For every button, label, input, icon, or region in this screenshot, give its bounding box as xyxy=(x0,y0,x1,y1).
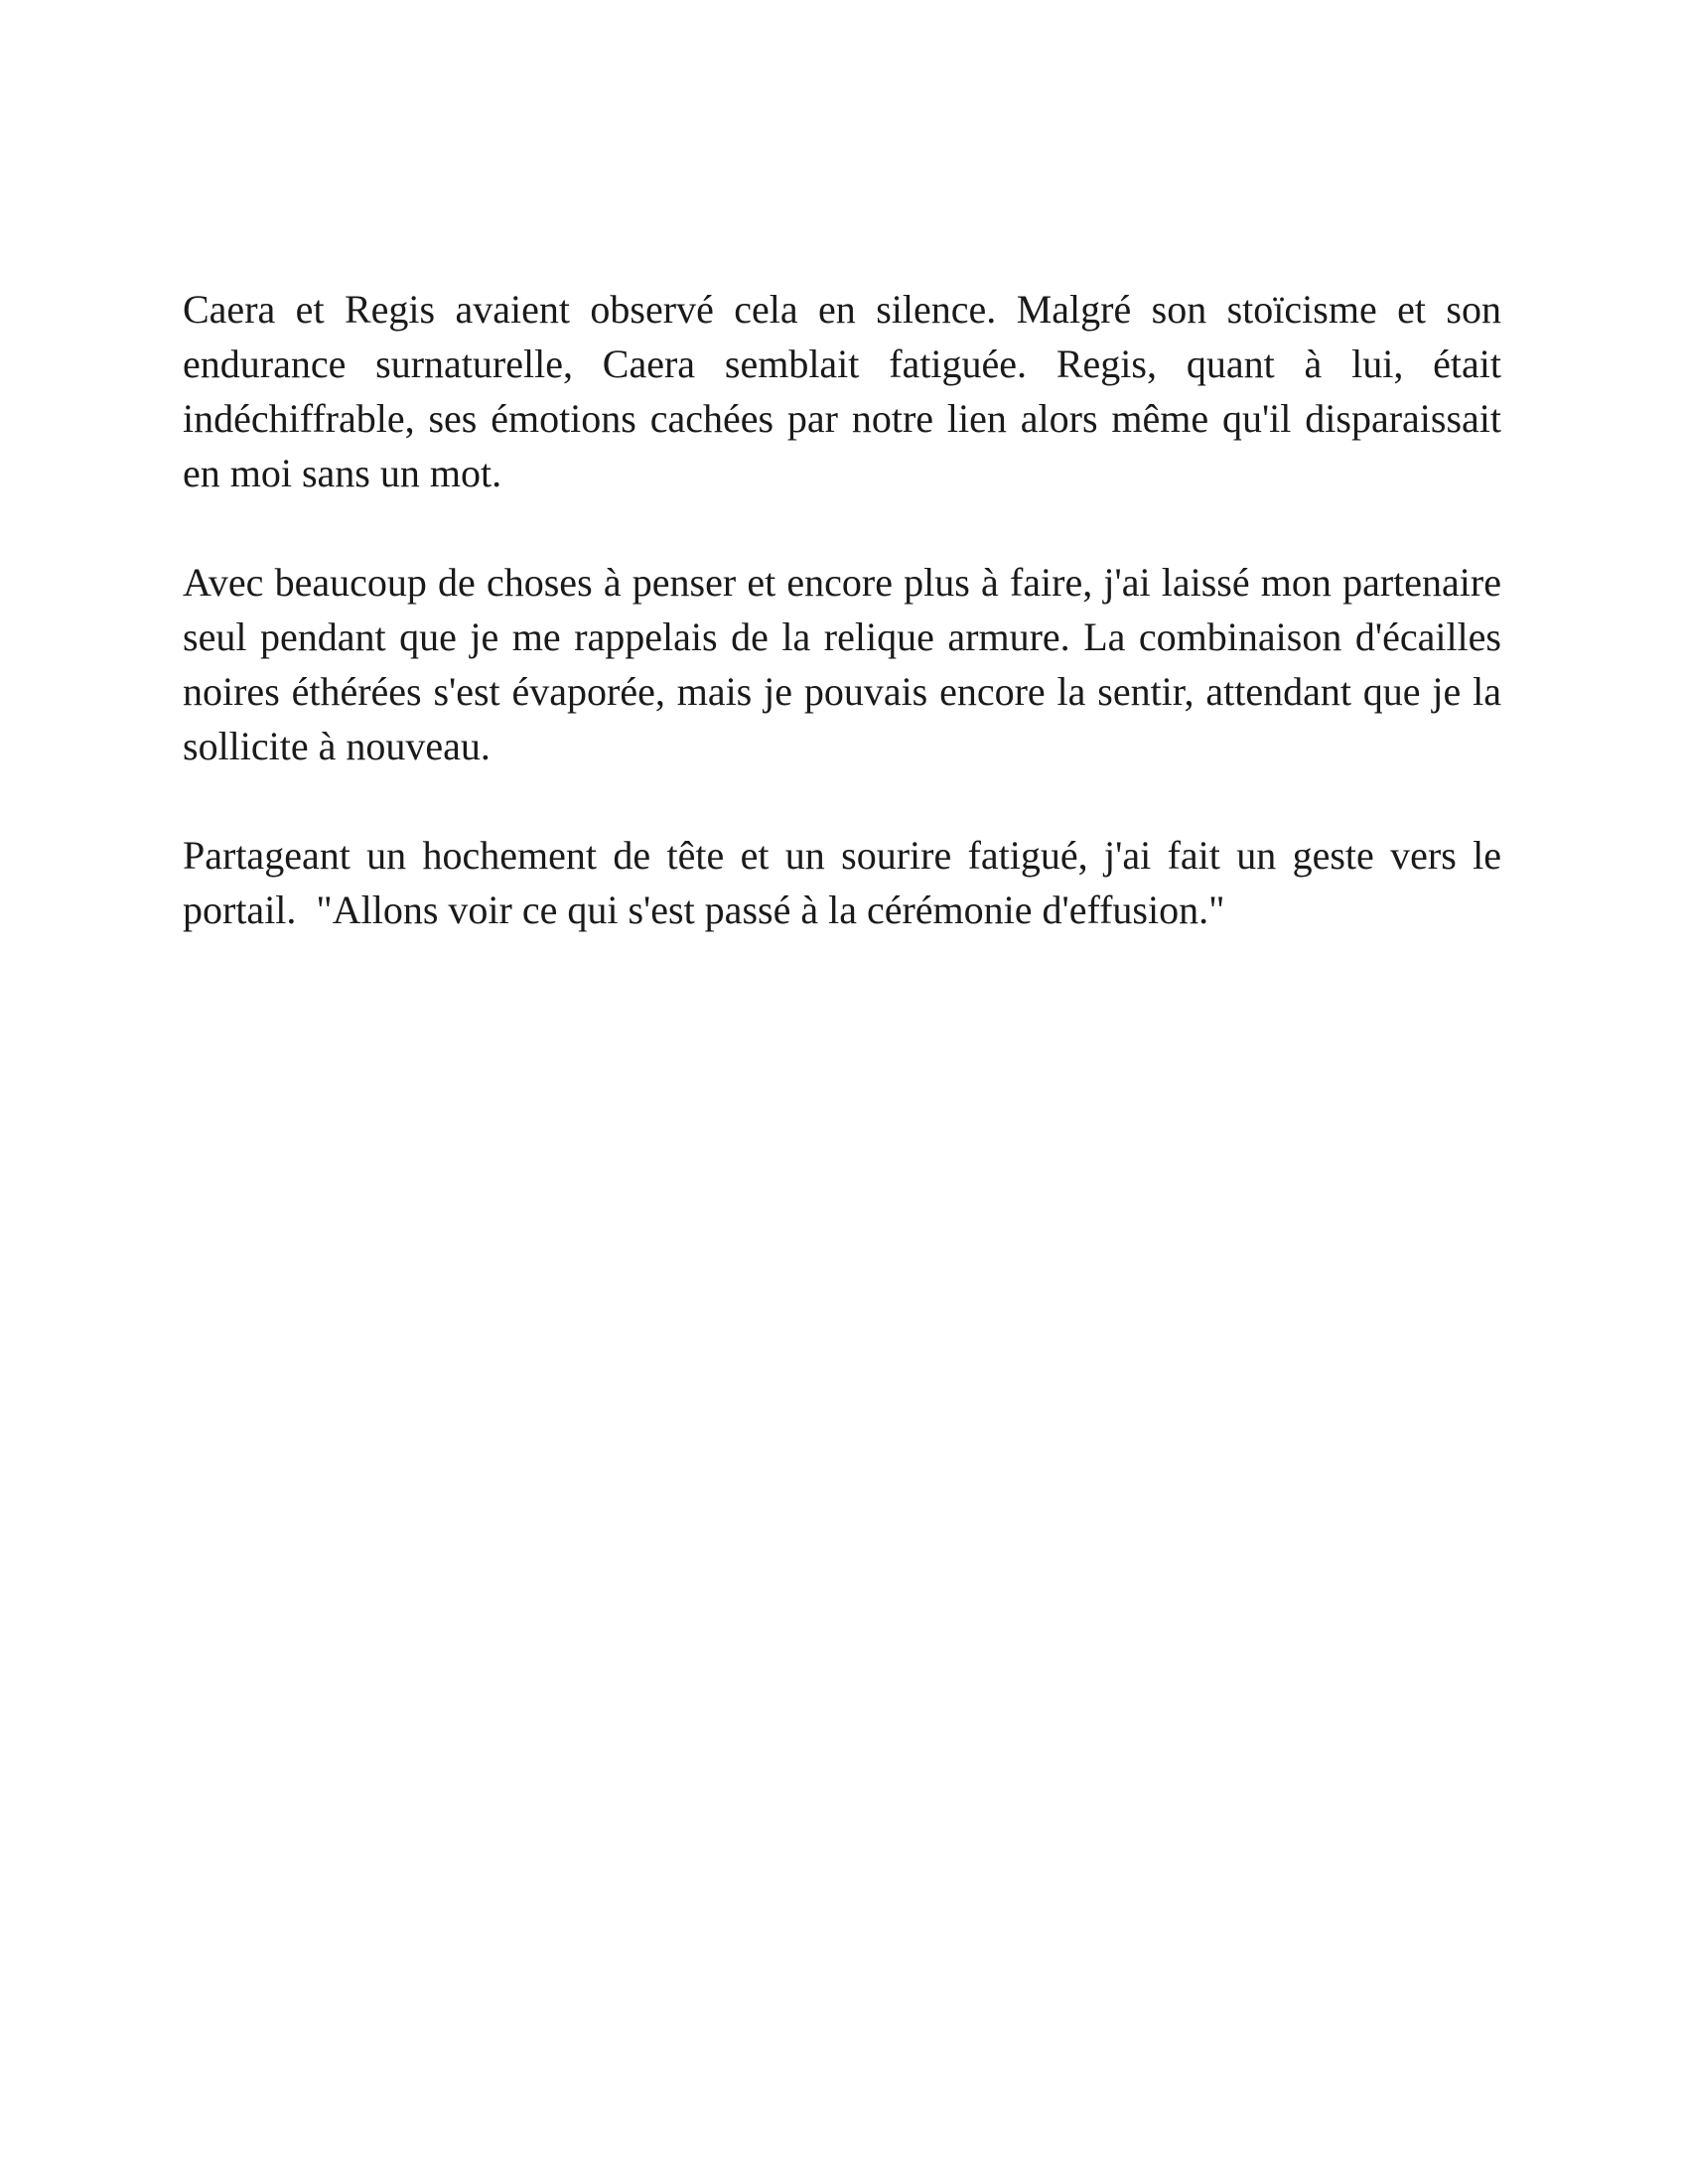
paragraph-2: Avec beaucoup de choses à penser et encore plus à faire, j'ai laissé mon partenaire seul pendant que je me rappelais de la relique armure. La combinaison d'écailles noires éthérées s'est évaporée, mais je pouvais encore la sentir, attendant que je la sollicite à nouveau. xyxy=(183,560,1511,768)
paragraph-3: Partageant un hochement de tête et un sourire fatigué, j'ai fait un geste vers le portail. "Allons voir ce qui s'est passé à la cérémonie d'effusion." xyxy=(183,833,1511,932)
paragraph-1: Caera et Regis avaient observé cela en silence. Malgré son stoïcisme et son endurance surnaturelle, Caera semblait fatiguée. Regis, quant à lui, était indéchiffrable, ses émotions cachées par notre lien alors même qu'il disparaissait en moi sans un mot. xyxy=(183,287,1511,495)
document-body xyxy=(183,282,1511,992)
